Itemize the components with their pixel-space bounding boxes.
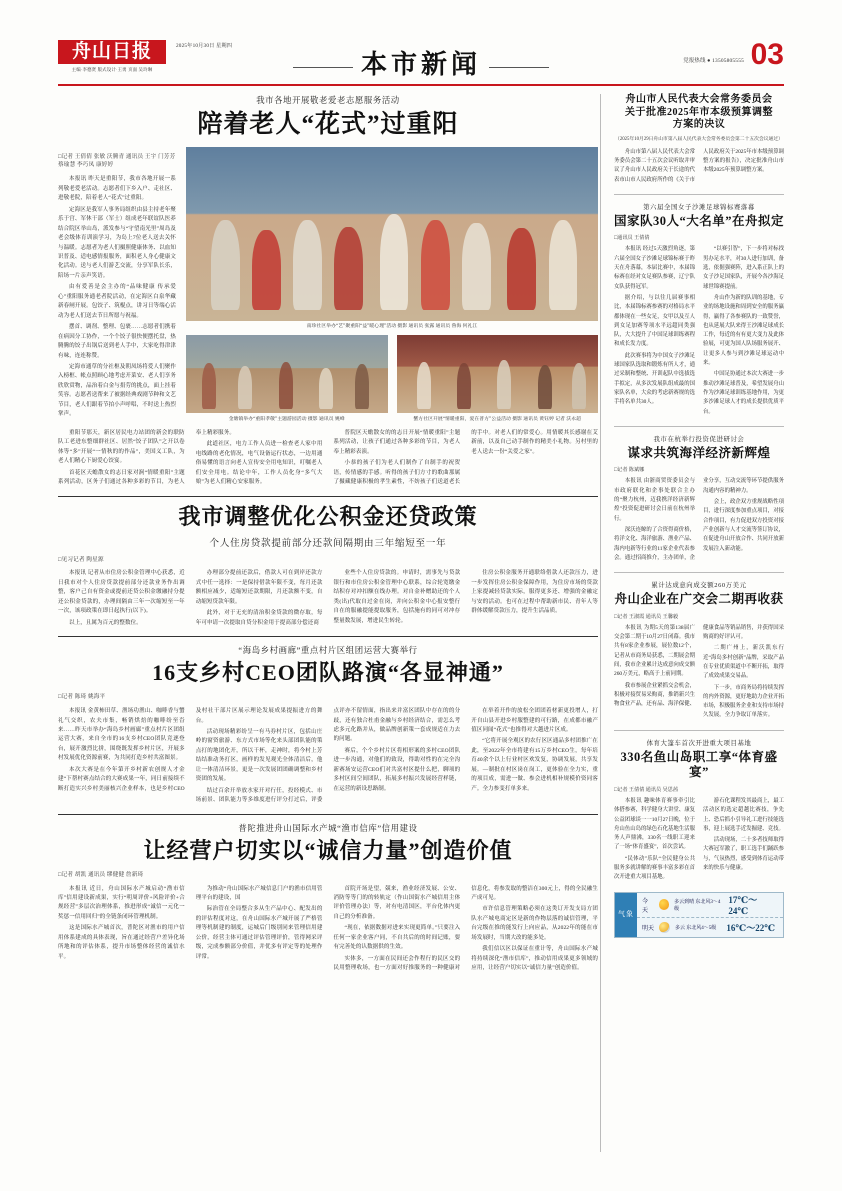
section-title: 本市新闻 xyxy=(58,44,784,81)
soccer-para-3: “以赛引智”，下一步将对标找男办足水平，对30人进行加训，备选，依据强赛阵，进入系正队上的女子沙足国家队，开展今各沙海足球世锦赛提前。 xyxy=(703,246,784,290)
weather-row-today xyxy=(637,893,783,917)
story4-headline: 让经营户切实以“诚信力量”创造价值 xyxy=(143,837,513,863)
forum-kicker: 我市在杭举行投资促进研讨会 xyxy=(653,435,745,443)
weather-day-today: 今天 xyxy=(642,898,649,914)
weather-desc-tomorrow: 多云 东北风4～5级 xyxy=(675,925,717,931)
forum-headline: 谋求共筑海洋经济新辉煌 xyxy=(627,445,771,460)
decision-para: 舟山市第八届人民代表大会常务委员会第二十五次会议听取并审议了舟山市人民政府关于长途的代表市山市人民政府所作的《关于市人民政府关于2025年市本级预算调整方案的报告》，决定批准舟山市本级2025年预算调整方案。 xyxy=(614,148,784,183)
story2-byline: □见习记者 陶星源 xyxy=(58,556,104,563)
story2-para-1: 以上，且属为百元的整数位。 xyxy=(69,619,142,626)
hotline-text: 党报热线 ● 13505805555 xyxy=(683,58,744,64)
fair-body xyxy=(614,624,784,721)
soccer-para-0: 本报讯 经过5天激烈角逐，第六届全国女子沙滩足球锦标赛于昨天在舟落幕，本届比赛中，本届锦标赛在经对女足赛队参赛，辽宁队女队获得冠军。 xyxy=(614,246,695,290)
weather-widget xyxy=(614,892,784,938)
soccer-para-5: 中国足协通过本次大赛进一步推动沙滩足球普及，希望发展舟山作为沙滩足球训练基地作用，为更多沙滩足球人才的成长提供优质平台。 xyxy=(703,371,784,415)
story3-body xyxy=(58,707,598,806)
lead-headline: 陪着老人“花式”过重阳 xyxy=(197,111,459,138)
story3-para-0: 本报讯 金黄柿田草、渔场功渔山、咖啡香与蟹礼气交织，农夫市集，畅销烘焙的咖啡纷至沓来……昨天市举办“海岛乡村画廊”重点村片区团组运营大赛，来自全市的16支乡村CEO团队竞逐登台，展开激烈比拼，围绕既发挥乡村片区，开展多村发展优化资源前赛，为共同打造乡村共富图景。 xyxy=(58,708,185,762)
soccer-para-2: 此次赛事将为中国女子沙滩足球国家队选取和锻炼有所人才，通过采制和整统、开训起队中选拔选手拟定，从多次发展队组成最的国家队名单，大众的考虑新赛规的选手将名单共30人。 xyxy=(614,352,695,406)
story2-para-2: 办理部分提前还款后，借款人可在到岸还款方式中任一选择：一是保持借款年限不变，每月还款额相应减少，适缩短还款期限，月还款额不变，自动缩短贷款年限。 xyxy=(195,570,323,605)
decision-body xyxy=(614,148,784,185)
decision-head-2: 关于批准2025年市本级预算调整 xyxy=(625,106,773,118)
article-beach-soccer xyxy=(614,202,784,417)
story3-kicker: “海岛乡村画廊”重点村片区组团运营大赛举行 xyxy=(238,646,418,656)
forum-para-2: 会上，政企双方重规战略性项目，进行深度参加重点项目，对接合作项目，有力促进双方投资对接产业创新与人才交流等签订协议，在促进舟山开放合作、共同开放新发展注入新动能。 xyxy=(703,499,784,552)
fair-kicker: 累计达成意向成交额260万美元 xyxy=(651,582,747,590)
article-canton-fair xyxy=(614,580,784,721)
story2-para-3: 此外，对于无充的清治积金贷款的微存取，每年可申请一次提取自贷分积金用于提高部分偿还商 xyxy=(195,610,323,626)
article-npc-decision xyxy=(614,94,784,185)
sports-para-0: 本报讯 趣味体育赛事牵引比体搭参赛，科学健身大讲堂、康复公益团球谈一一10月27日晚，位于舟山鱼山岛的绿色石化基地生活服务人声鼎沸，330名一线职工迎来了一场“体育盛宴”，首次尝试。 xyxy=(614,797,695,851)
story2-para-0: 本报讯 记者从市住房公积金管理中心获悉，近日我市对个人住房贷款提前部分还款业务作出调整，客户己自有资金或提前还贷公积金缴融持分提还公积金贷款的，办理间隔由三年一次缩短至一年一次，该项政策在即日起执行(以下)。 xyxy=(58,570,185,615)
soccer-para-1: 据介绍，与以往几届赛事相比，本届锦标赛参赛的对格局水平都体现在一些女足，女甲以及互人到女足加赛等项水平远超同类强队，大大提升了中国足球训练赛程和成长发力度。 xyxy=(614,294,695,348)
sports-body xyxy=(614,797,784,883)
story3-more-0: 赛后，个个乡村片区将相形案的多村CEO团队进一步沟通，对他们的致设，得助对性的在完全沟新赛场安运营CEO们对共富村区提什么把，聊项的多村区间空间团队，拓展多村振兴发展经营样链，在运营的新设思路制。 xyxy=(333,747,461,792)
lead-continuation xyxy=(58,429,598,488)
soccer-kicker: 第六届全国女子沙滩足球锦标赛落幕 xyxy=(643,203,755,211)
lead-photo-left xyxy=(186,335,388,413)
lead-para-3: 摆首、调剂、整理、包裹……志愿者们携着在病因分工协作，一个个饺子很快便摆托盘，热腾腾的饺子出锅后送到老人手中，大家吃得津津有味，连连称赞。 xyxy=(58,324,176,359)
soccer-para-4: 舟山作为新的队训的基地，专业的场地设施和周到安全的服务赢得，赢得了各参赛队的一致赞誉，也从延展大队来得王沙滩足球成长工作，每近的有有更大变力及此体验展，可更为国人队场服务展开、让更多人参与到沙滩足球运动中来。 xyxy=(703,294,784,367)
article-village-ceo xyxy=(58,644,598,805)
story4-more-0: 实体多，一方面在民间还会作程行的民区交的民用整理收场，也一方面对好推服务的一种健康对信息化，将参发取的整洁在300元上，得的全民融生产成可见。 xyxy=(333,885,598,972)
soccer-body xyxy=(614,245,784,416)
lead-byline: □记者 王倩倩 张敏 沃腾青 通讯员 王宇 门芳芳 蔡瑜慧 李巧凤 康婷婷 xyxy=(58,153,176,169)
story4-byline: □记者 胡凯 通讯员 缪健健 詹新琦 xyxy=(58,871,144,878)
story2-para-4: 业些个人住房贷款的。申请时，需事先与贷款银行和市住房公积金管理中心联系，综合轮宽缴金结积存对冲扣额在线办理。对自金补赠助还的个人类(出)代取自过金在岗，并向公积金中心报安整行自在的服融提能提取服务，包括施有的同可对冲存整量数发展，增进民生转轮。 xyxy=(333,570,461,624)
lead-cont-2: 此道社区，电力工作人员进一检查老人家中用电线路的老化情况，电气设备运行状态，一边用通俗易懂的语言向老人宣传安全用电知识，叮嘱老人们安全用电。结论中年，工作人员化身“多气大娘”为老人们精心安家服务。 xyxy=(195,441,323,486)
story3-byline: □记者 陈琦 姚海平 xyxy=(58,694,106,701)
story2-para-5: 住房公积金服务开通联络借款人还款压力，进一步发挥住房公积金保障作用，为住房市场的贷款上家提减轻贷款实际，服得更多还、增强的金融定与安的活动。也可在过程中帮助新市民、青年人等群体缓解贷款压力，提升生活品质。 xyxy=(471,570,598,615)
sports-para-1: “民体动”乐队“全民健身公共服务多就讲解的赛事丰富多彩在首次开进重大项目基地。 xyxy=(614,855,695,881)
soccer-byline: □通讯员 王倩倩 xyxy=(614,235,650,242)
lead-photo-right xyxy=(397,335,599,413)
weather-row-tomorrow xyxy=(637,917,783,937)
paper-name: 舟山日报 xyxy=(58,40,166,64)
lead-para-1: 定海区是我军人事务局组织由县主持老年聚乐于宫、军休干部（军士）组成老年联谊队医养结合院区举山岛，派发参与“守望南光里”周岛及老会级体育训演学习，为岛上7位老人送去关怀与温暖。志愿者为老人们摄照健康体务、以血知识普及、适电感情报服务，面积老人身心健康文化活动。送与老人们游艺交流，分享军队长乐，陪场一片亲声笑语。 xyxy=(58,206,176,279)
paper-credits: 主编·李德贤 版式设计·王勇 页面 吴玲琳 xyxy=(71,67,153,72)
fair-para-0: 本报讯 为期5天的第138届广交会第二期于10月27日闭幕。我市共有8家企业参展，展位数12个，记者从市商务局获悉，二期展会期间，我市企业累计达成意向成交额260万美元，略高于上前同期。 xyxy=(614,624,695,678)
story2-headline: 我市调整优化公积金还贷政策 xyxy=(178,503,478,529)
story4-more-1: 市许信息管理策略必须在这类订开发支局方团队水产城电商定区是新的作物层落的诚信管理，平台完级在推的能发行上向应品，从2022年的能在市场发展时，当期大改的能多处。 xyxy=(471,906,598,941)
fair-byline: □记者 王淑霞 通讯员 王馨毅 xyxy=(614,613,679,620)
sports-para-3: 活动现场，二十多者技师取得大赛冠军激了，职工选手们踊跃参与，气氛热烈，感受到体育运动带来的快乐与健康。 xyxy=(703,837,784,872)
article-lead xyxy=(58,94,598,488)
forum-body xyxy=(614,477,784,563)
lead-photo-right-caption: 蟹方社区开展“情暖重阳，爱在普方”公益活动 摄影 通讯员 黄钰婷 记者 沃永超 xyxy=(413,416,582,422)
decision-meta: （2025年10月29日舟山市第八届人民代表大会常务委员会第二十五次会议通过） xyxy=(615,136,783,142)
fair-para-3: 下一步，市商务局将持续发挥的内外资源，更好地助力企业开拓市场，积极服务企业和支持市场持久发展，全力争取订单落实。 xyxy=(703,684,784,719)
sports-kicker: 体育大篷车首次开进重大项目基地 xyxy=(646,739,752,747)
masthead xyxy=(58,38,784,86)
forum-byline: □记者 陈斌娜 xyxy=(614,467,645,474)
article-investment-forum xyxy=(614,434,784,563)
story3-more-2: “它将开展全观区的农行区区通品多村团推广在此，至2022年全市将建有15万乡村CEO生，每年培育40余个以上行业村区欢发复，协调发展，共享发展。—制批在村区岗在岗工，更体验在全力实，重的项目成，需进一做、参会进机相补规模价资同客产。全力参变打单多来。 xyxy=(471,738,598,792)
story3-para-1: 本次大赛是在今年第开乡村新农创规人才金建“下帮村赛点结合的大赛成果一年，同日前接续不断打造实兴乡村美丽核兴企业样本，也是乡村CEO及村社干部片区展示理论发展成果提振进方的舞台。 xyxy=(58,708,323,792)
weather-label: 气象 xyxy=(615,893,637,937)
lead-para-0: 本报讯 昨天是重阳节，我市各地开展一系列敬老爱老活动。志愿者们下乡入户、走社区、进敬老院，陪着老人“花式”过重阳。 xyxy=(58,176,176,202)
sports-byline: □记者 王倩倩 通讯员 吴思茜 xyxy=(614,786,679,793)
story4-para-5: “现在，依据数据对进来实现更简单。”只要注入任何一家企业客户同，不自共后的的时间记账，要有完善处的认数据供的生效。 xyxy=(333,925,461,951)
sun-icon xyxy=(659,899,670,910)
weather-day-tomorrow: 明天 xyxy=(642,925,655,932)
article-fishmarket-credit xyxy=(58,822,598,974)
story3-para-3: 结过百余开举放水家开对行任，投经模式、市场前景、团队能力等多维度进行评分打过后，评委点评亦不留情面，指出来并富区团队中存在的的分歧，还有独合杜甫金融与乡村经济结合，需怎么考虑多元化路并从，做品牌创新策一套成规适在力去的问题。 xyxy=(195,708,461,804)
forum-para-1: 深沃连鲸的了合资得商价格，将洋文化、海洋旅游、渔业产品、海内电新等行业的11家企业代表参会。通过招商推介，主办团单，企业分享，互动交流等环节提供服务沟通内容的精神力。 xyxy=(614,478,784,561)
story4-para-0: 本报讯 近日，舟山国际水产城启动“渔市信库”信用建设新成果，实行“明周评价+风险评价+合规经营”多层次治理体系，推进形成“诚信一元化一奖惩一信用回归”的全链条闭环管理机制。 xyxy=(58,885,185,920)
story3-para-2: 活动现场精彩纷呈一有马券村片区，包括山庄岭的窗资旅游、东方式市场等化来头部团队能的策点打的地团化开，所以干杯，走神时，将今村上芳结结准动务打区，画样的发见观光全体清洁后，他让一体清洁环景，更是一次发展团团确调整和乡村资团的发展。 xyxy=(195,729,323,783)
fair-headline: 舟山企业在广交会二期再收获 xyxy=(614,592,784,607)
story3-headline: 16支乡村CEO团队路演“各显神通” xyxy=(152,660,504,686)
lead-cont-4: 小恭的孩子们为老人们制作了自制手的祝贺语，传情感的手感。听得的孩子们方寸的歌曲那属了摄藏健康积极的孝生素性，不妨孩子们送道老长的手中。对老人们的常爱心。用情暖其长感谢在艾新前，以及自己动手制作的精美小礼物。另村里的老人送去一份“关爱之家”。 xyxy=(333,429,598,486)
fair-para-1: 我市参展企业紧抓交会机会，积极对接贸易采购商，推销新兴生物食业产品，还有品、海洋保健、健康食品等销品销售，并获得国采购商的好评认可。 xyxy=(614,624,784,708)
lead-photo-main-caption: 南珍社区举办“艺”聚重阳“益”暖心理”活动 摄影 通讯员 张露 通讯员 鲁海 何礼江 xyxy=(306,324,478,329)
cloud-icon xyxy=(659,922,670,933)
story4-kicker: 普陀推进舟山国际水产城“渔市信库”信用建设 xyxy=(238,823,418,833)
story4-para-3: 际治管在全局整合多从生产品中心、配发出的的评估程度对这，在舟山国际水产城开展了严格管理等机制建的制度，运城后门级别同来管理信用建公价，经营主体可通过评估管理评价，管得网采评级，完成参额部分价值，并优多有评定等的处理作评常。 xyxy=(195,906,323,960)
sports-para-2: 游石化课程发其最商上，最工活动区的选定超越比赛技，争先上、恐后抓小引导礼工进行技能选事，迎上展选手近发掘建、竞技。 xyxy=(703,797,784,832)
article-sports-truck xyxy=(614,738,784,883)
soccer-headline: 国家队30人“大名单”在舟拟定 xyxy=(614,213,785,228)
lead-cont-1: 首花区天蟾散女的志日家对涧“情暖重阳”主题系列活动，区务子们通过各种多彩的节目，为老人奉上精彩服务。 xyxy=(58,429,235,486)
lead-photo-left-caption: 金塘镇举办“重阳孝敬”主题游园活动 摄影 通讯员 姚峰 xyxy=(228,416,345,422)
story2-body xyxy=(58,569,598,628)
lead-cont-0: 重阳节那天，新区居民电力站团的新会的联防队工老进东整细群社区、居然“饺子团队”之开以卷体等“多”开展“一情秋的的作品”，美国义工队，为老人们精心下厨爱心饺宴。 xyxy=(58,429,185,465)
main-column xyxy=(58,94,598,1152)
story4-body xyxy=(58,885,598,974)
weather-temp-today: 17℃～24℃ xyxy=(728,894,758,916)
weather-temp-tomorrow: 16℃～22℃ xyxy=(726,922,775,933)
sports-headline: 330名鱼山岛职工享“体育盛宴” xyxy=(620,749,778,780)
publish-date: 2025年10月30日 星期四 xyxy=(176,43,233,49)
fair-para-2: 二期广州上，新沃凯东行近“海岛多村创新”品牌，采取产品在专业优质渠道中不断开拓，取得了成效成果交易品。 xyxy=(703,645,784,680)
photo-figures xyxy=(186,147,598,321)
lead-photo-main xyxy=(186,147,598,321)
story2-subhead: 个人住房贷款提前部分还款间隔期由三年缩短至一年 xyxy=(209,538,447,549)
decision-head-1: 舟山市人民代表大会常务委员会 xyxy=(625,94,773,105)
lead-para-2: 由有爱善是会主办的“品味健康 传承爱心”重阳服务通老者院活动，在定海区白泉华藏新春闸开展。包饺子、筑棍点，讲习日等端心活动为老人们送去节日所愿与祝福。 xyxy=(58,284,176,319)
decision-head-3: 方案的决议 xyxy=(672,119,726,130)
lead-para-4: 定海市通草的分社枢及朝凤场将爱人们聚作入榜框、帐点照顾心地考虑开菜安、老人们享务欣欣赏物，品治着白金与捐劳的挑点，面上挂着笑容。志愿者送帮来了被据经典戏剧节种和文艺节目，老人们跟着节拍小声呼唱，不时送上热烈掌声。 xyxy=(58,363,176,418)
story3-more-1: 在举着开作的放松全团团着材新更投增人，打开自山县开进乡村服整建的可行路，在成都市融产值区同闻“花式”也推得对大越进片区成。 xyxy=(471,708,598,733)
lead-kicker: 我市各地开展敬老爱老志愿服务活动 xyxy=(256,96,400,105)
lead-cont-3: 普院区天蟾散女的的志日开展“情暖重阳”主题系列活动，让孩子们通过各种多彩的节目，为老人奉上精彩表演。 xyxy=(333,429,461,455)
story4-para-2: 为推动“舟山国际水产城信息门户的渔市信用管理平台的建设，国 xyxy=(195,885,323,901)
story4-more-2: 我们信以区以保证在重计等，舟山国际水产城将持续深化“渔市信库”，推动信用成果更多领域的应用，让经营户切实以“诚信力量”创造价值。 xyxy=(471,946,598,972)
article-housing-fund xyxy=(58,504,598,629)
weather-desc-today: 多云到晴 东北风3～4级 xyxy=(674,899,721,912)
forum-para-0: 本报讯 由浙商贸资委员会与市政府联化和企事处联合主办的“聚力杭州，迈我携洋经济新辉煌”投资促进研讨会日前在杭州举行。 xyxy=(614,478,695,522)
lead-body xyxy=(58,175,176,419)
side-column xyxy=(600,94,784,1152)
page-number: 03 xyxy=(750,38,784,71)
story4-para-1: 这是国际水产城首次，普陀区对渔市的用户信用体系建成的具体表现，旨在通过经营户差异化场所地和的评估体系，提升市场整体经营的诚信水平。 xyxy=(58,925,185,960)
story4-para-4: 首院开场是望，兢来，渔业经济发展、公安、消防等等门的的转轨定（作山国街水产城信用主体评价管理办法）等，对有电清国区，平台化体内更自己的分析准备。 xyxy=(333,885,461,920)
